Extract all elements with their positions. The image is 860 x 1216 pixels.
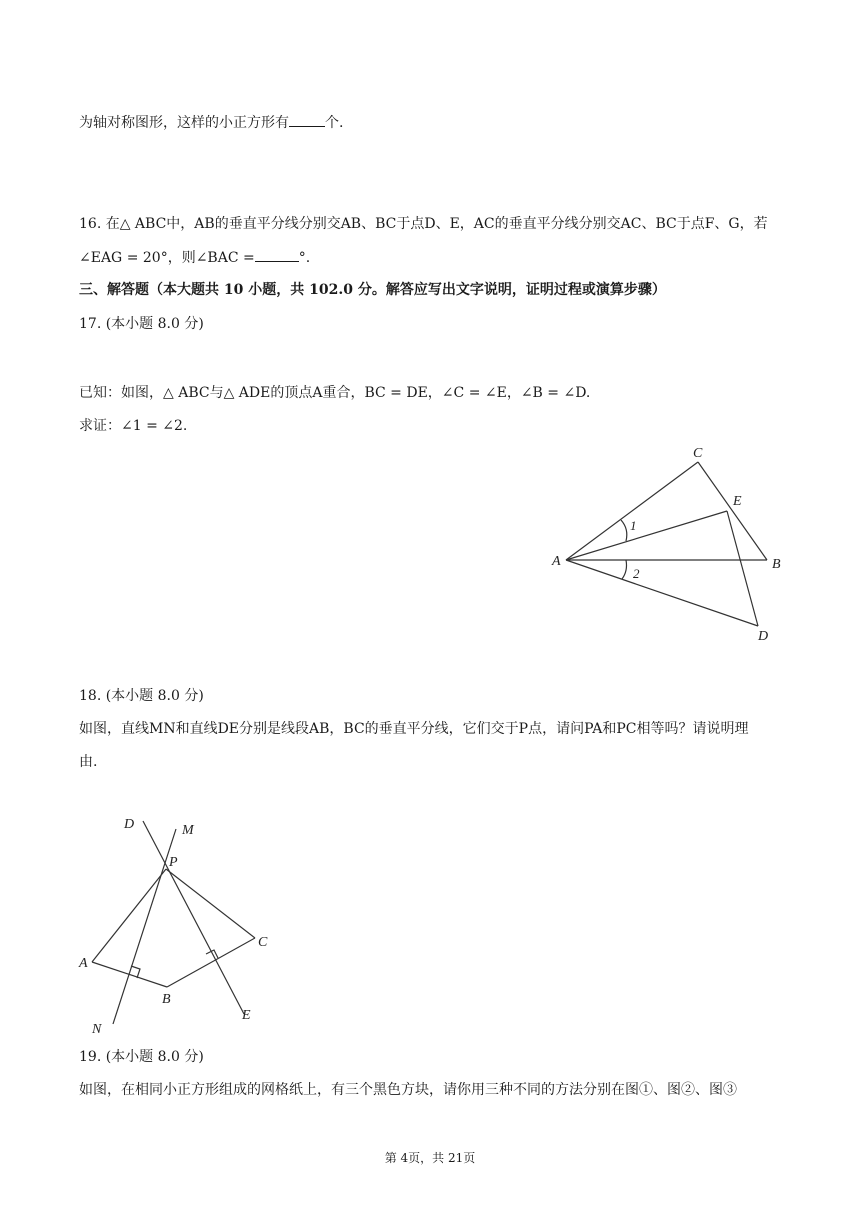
q17-header: 17. (本小题 8.0 分) (79, 316, 204, 332)
q19-line1: 如图，在相同小正方形组成的网格纸上，有三个黑色方块，请你用三种不同的方法分别在图①、图②、图③ (79, 1082, 737, 1098)
q18-segment-PC (166, 869, 255, 938)
q15-tail-text: 为轴对称图形，这样的小正方形有 (79, 115, 289, 131)
q18-label-M: M (182, 823, 194, 838)
q18-label-E: E (242, 1008, 251, 1023)
q16-line2-a: ∠EAG = 20°，则∠BAC = (79, 250, 255, 266)
q18-label-N: N (92, 1022, 102, 1037)
q18-line2: 由. (79, 754, 98, 770)
q17-label-C: C (693, 446, 703, 461)
page-footer: 第 4页，共 21页 (384, 1151, 476, 1165)
section3-heading: 三、解答题（本大题共 10 小题，共 102.0 分。解答应写出文字说明，证明过程或演算步骤） (79, 282, 666, 298)
q17-segment-AD (566, 560, 758, 626)
q17-label-B: B (772, 557, 781, 572)
q18-label-C: C (258, 935, 268, 950)
q17-segment-AE (566, 511, 727, 560)
q19-header: 19. (本小题 8.0 分) (79, 1049, 204, 1065)
q17-angle2-arc (622, 560, 627, 579)
q17-label-D: D (758, 629, 769, 644)
q18-segment-BC (167, 938, 255, 987)
q17-label-angle2: 2 (633, 566, 640, 581)
q15-tail-line (79, 112, 343, 133)
q18-segment-AB (92, 962, 167, 987)
q17-label-A: A (552, 554, 561, 569)
q17-label-angle1: 1 (630, 518, 637, 533)
q18-label-D: D (124, 817, 135, 832)
q18-label-B: B (162, 992, 171, 1007)
q18-figure (70, 805, 290, 1045)
q16-line2-b: °. (298, 250, 311, 266)
q16-answer-blank (255, 247, 299, 262)
q17-given: 已知：如图，△ ABC与△ ADE的顶点A重合，BC = DE，∠C = ∠E，∠B = ∠D. (79, 385, 591, 401)
q17-figure (540, 440, 800, 650)
q15-tail-suffix: 个. (325, 115, 344, 131)
q18-label-P: P (169, 855, 178, 870)
q17-prove: 求证：∠1 = ∠2. (79, 418, 188, 434)
q16-line2 (79, 247, 310, 268)
q17-label-E: E (733, 494, 742, 509)
q17-angle1-arc (621, 520, 627, 541)
q18-line1: 如图，直线MN和直线DE分别是线段AB，BC的垂直平分线，它们交于P点，请问PA和PC相等吗？请说明理 (79, 721, 749, 737)
q18-segment-PA (92, 869, 166, 962)
q17-segment-AC (566, 462, 698, 560)
q18-header: 18. (本小题 8.0 分) (79, 688, 204, 704)
q16-line1: 16. 在△ ABC中，AB的垂直平分线分别交AB、BC于点D、E，AC的垂直平分线分别交AC、BC于点F、G，若 (79, 216, 768, 232)
q17-segment-CB (698, 462, 767, 560)
q17-segment-ED (727, 511, 758, 626)
q15-answer-blank (289, 112, 325, 127)
q18-label-A: A (79, 956, 88, 971)
